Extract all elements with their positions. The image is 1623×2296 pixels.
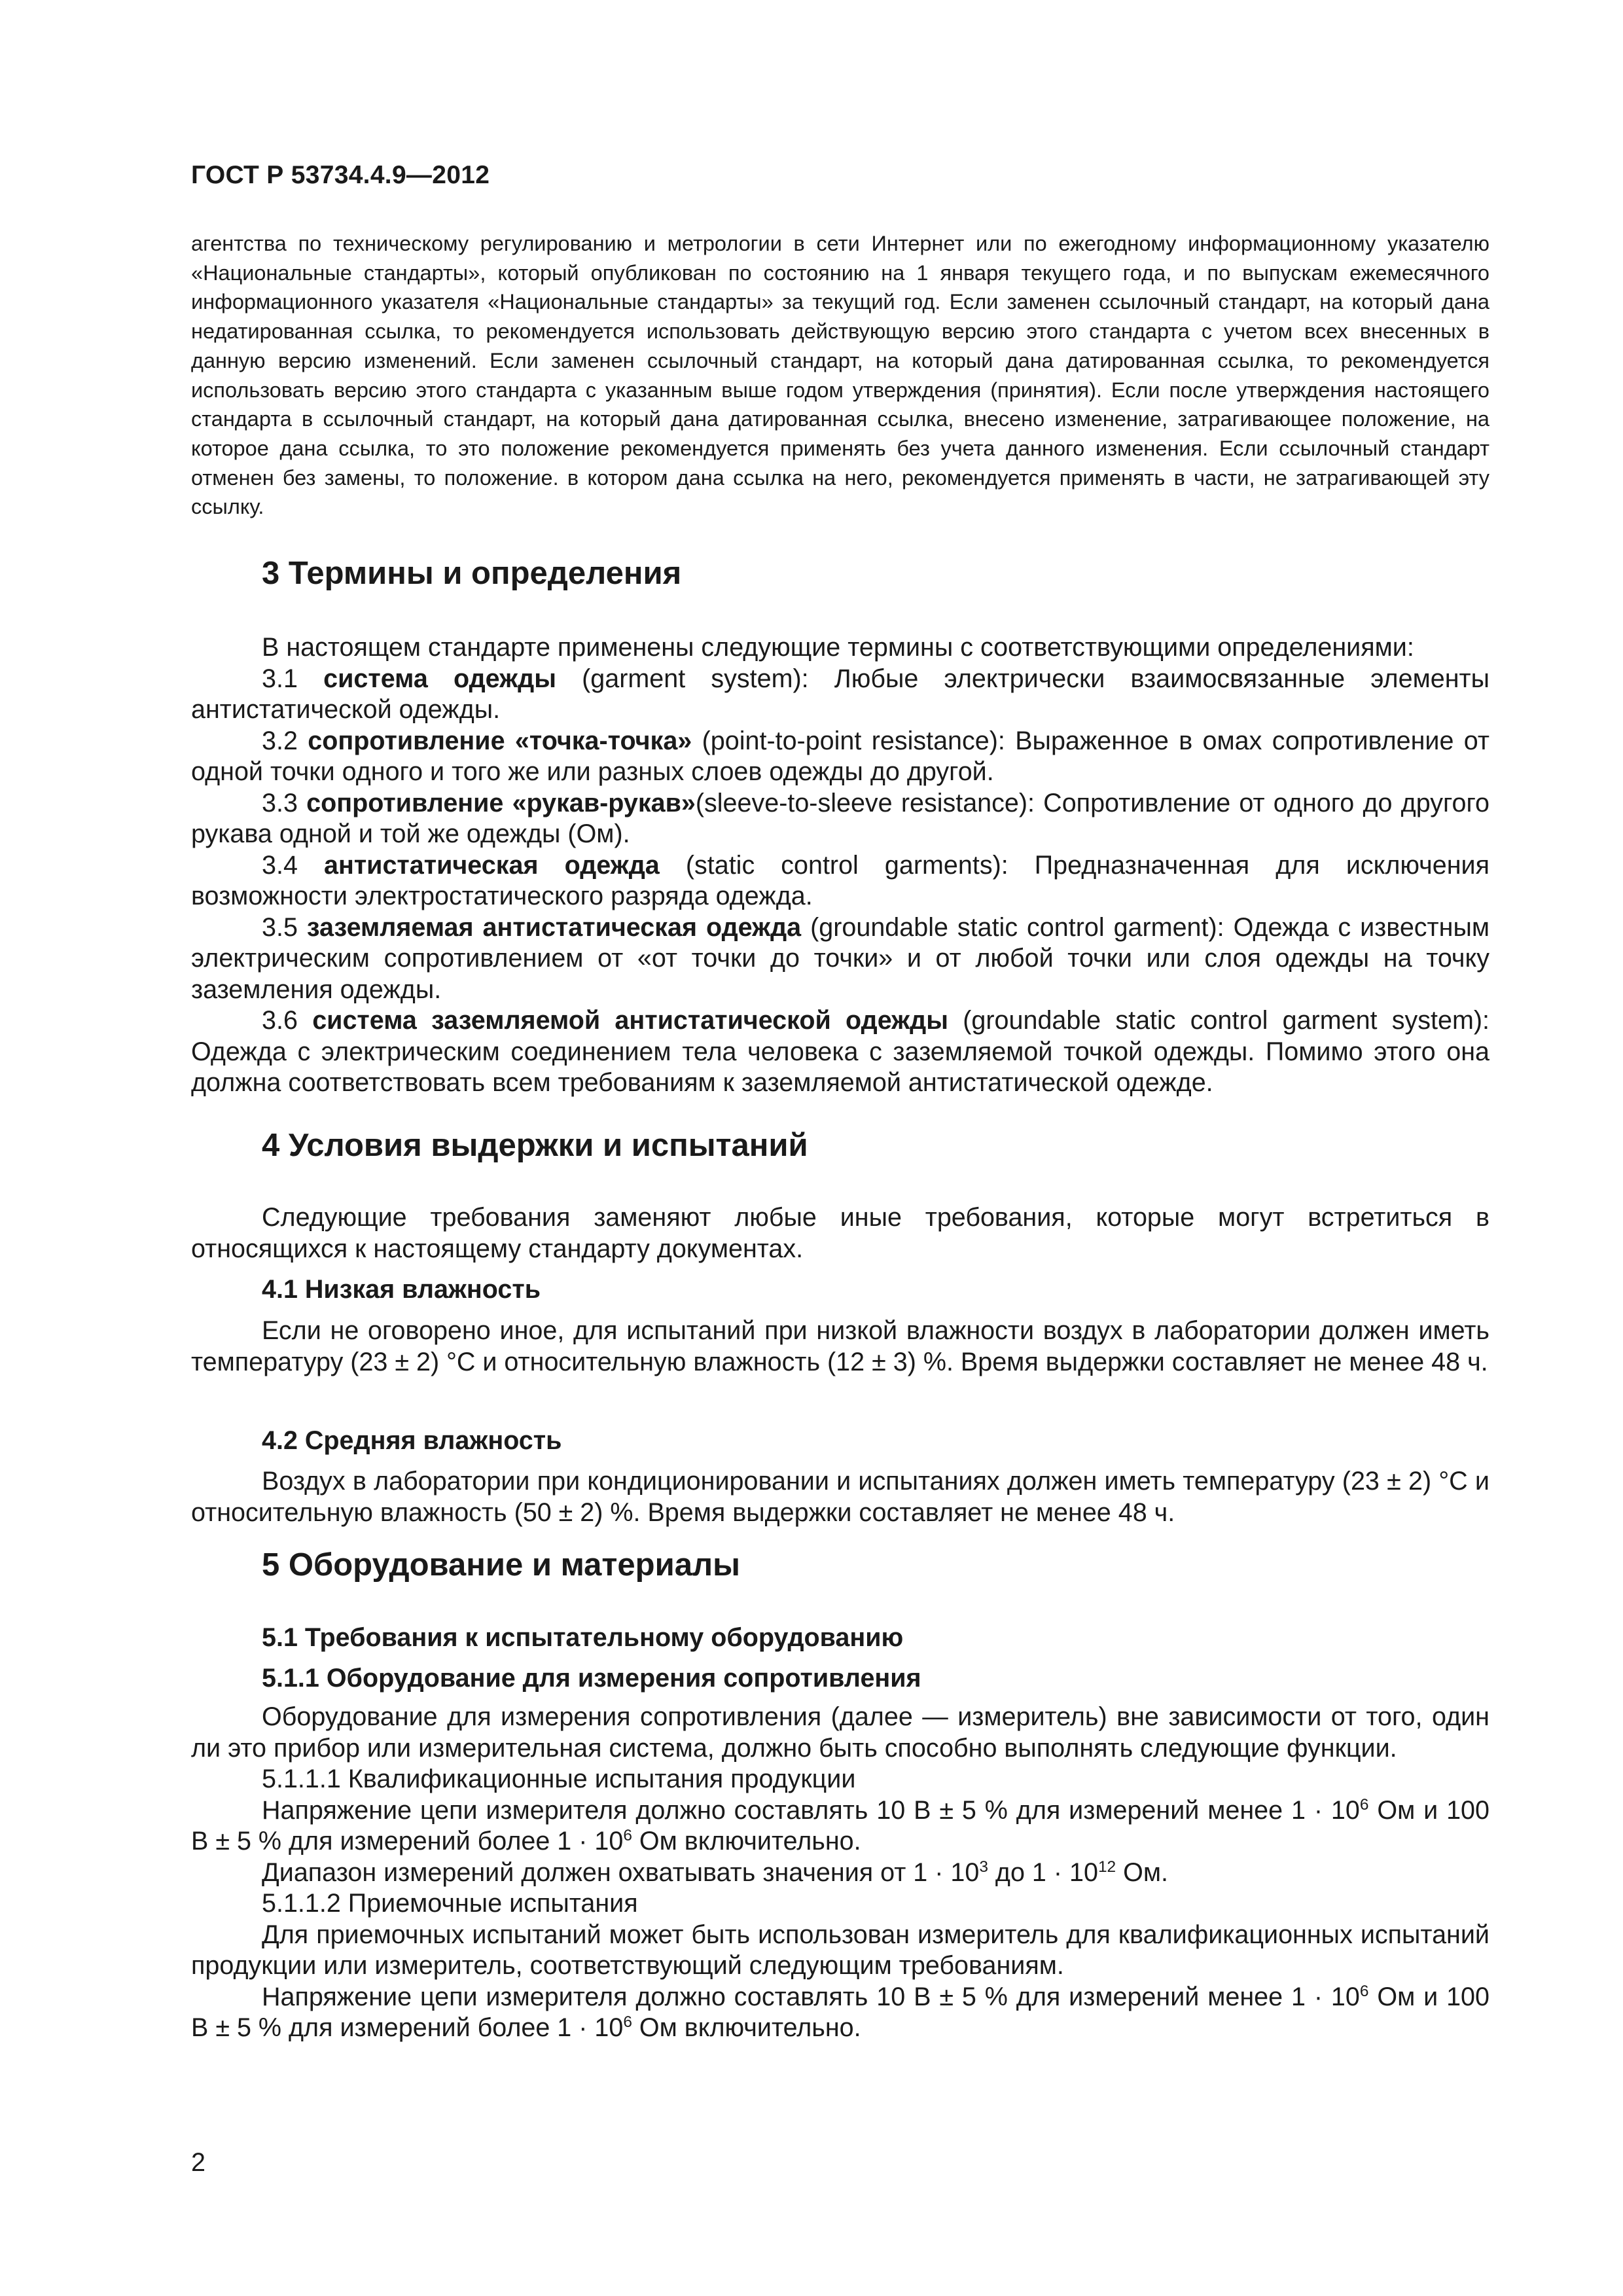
term-3-2: 3.2 сопротивление «точка-точка» (point-to-point resistance): Выраженное в омах сопротивление от одной точки одного и того же или разных слоев одежды до другой.: [191, 726, 1489, 786]
subsection-4-2-text: Воздух в лаборатории при кондиционировании и испытаниях должен иметь температуру (23 ± 2) °С и относительную влажность (50 ± 2) %. Время выдержки составляет не менее 48 ч.: [191, 1467, 1489, 1527]
item-5-1-1-1-voltage: Напряжение цепи измерителя должно составлять 10 В ± 5 % для измерений менее $1 \cdot 10^6$ Ом и 100 В ± 5 % для измерений более $1 \cdot 10^6$ Ом включительно.: [191, 1795, 1489, 1856]
intro-paragraph: агентства по техническому регулированию и метрологии в сети Интернет или по ежегодному информационному указателю «Национальные стандарты», который опубликован по состоянию на 1 января текущего года, и по выпускам ежемесячного информационного указателя «Национальные стандарты» за текущий год. Если заменен ссылочный стандарт, на который дана недатированная ссылка, то рекомендуется использовать действующую версию этого стандарта с учетом всех внесенных в данную версию изменений. Если заменен ссылочный стандарт, на который дана датированная ссылка, то рекомендуется использовать версию этого стандарта с указанным выше годом утверждения (принятия). Если после утверждения настоящего стандарта в ссылочный стандарт, на который дана датированная ссылка, внесено изменение, затрагивающее положение, на которое дана ссылка, то это положение рекомендуется применять без учета данного изменения. Если ссылочный стандарт отменен без замены, то положение. в котором дана ссылка на него, рекомендуется применять в части, не затрагивающей эту ссылку.: [191, 232, 1489, 519]
term-name: сопротивление «рукав-рукав»: [306, 788, 696, 817]
item-5-1-1-1-range: Диапазон измерений должен охватывать значения от $1 \cdot 10^3$ до $1 \cdot 10^{12}$ Ом.: [262, 1857, 1169, 1887]
item-5-1-1-2-voltage: Напряжение цепи измерителя должно составлять 10 В ± 5 % для измерений менее $1 \cdot 10^6$ Ом и 100 В ± 5 % для измерений более $1 \cdot 10^6$ Ом включительно.: [191, 1982, 1489, 2042]
term-name: заземляемая антистатическая одежда: [306, 912, 802, 942]
section-3-body: [191, 632, 1489, 1099]
subsection-4-2-body: [191, 1466, 1489, 1528]
section-4-intro-block: [191, 1202, 1489, 1265]
section-4-intro: Следующие требования заменяют любые иные требования, которые могут встретиться в относящихся к настоящему стандарту документах.: [191, 1203, 1489, 1263]
subsection-4-1-body: [191, 1316, 1489, 1378]
subsection-4-1-heading: 4.1 Низкая влажность: [262, 1275, 541, 1304]
section-4-heading: 4 Условия выдержки и испытаний: [262, 1128, 808, 1163]
subsection-5-1-1-text: Оборудование для измерения сопротивления (далее — измеритель) вне зависимости от того, один ли это прибор или измерительная система, должно быть способно выполнять следующие функции.: [191, 1702, 1489, 1763]
item-5-1-1-2-text: Для приемочных испытаний может быть использован измеритель для квалификационных испытаний продукции или измеритель, соответствующий следующим требованиям.: [191, 1920, 1489, 1980]
term-3-3: 3.3 сопротивление «рукав-рукав»(sleeve-to-sleeve resistance): Сопротивление от одного до другого рукава одной и той же одежды (Ом).: [191, 788, 1489, 848]
term-3-6: 3.6 система заземляемой антистатической одежды (groundable static control garment system): Одежда с электрическим соединением тела человека с заземляемой точкой одежды. Помимо этого она должна соответствовать всем требованиям к заземляемой антистатической одежде.: [191, 1006, 1490, 1097]
subsection-5-1-heading: 5.1 Требования к испытательному оборудованию: [262, 1623, 904, 1652]
subsection-4-1-text: Если не оговорено иное, для испытаний при низкой влажности воздух в лаборатории должен иметь температуру (23 ± 2) °С и относительную влажность (12 ± 3) %. Время выдержки составляет не менее 48 ч.: [191, 1316, 1489, 1376]
section-5-heading: 5 Оборудование и материалы: [262, 1547, 740, 1583]
item-5-1-1-1-title: 5.1.1.1 Квалификационные испытания продукции: [262, 1765, 856, 1793]
term-3-5: 3.5 заземляемая антистатическая одежда (groundable static control garment): Одежда с известным электрическим сопротивлением от «от точки до точки» и от любой точки или слоя одежды на точку заземления одежды.: [191, 912, 1489, 1004]
section-3-intro: В настоящем стандарте применены следующие термины с соответствующими определениями:: [262, 633, 1414, 662]
term-name: антистатическая одежда: [324, 850, 660, 880]
document-id-header: ГОСТ Р 53734.4.9—2012: [191, 161, 490, 189]
subsection-4-2-heading: 4.2 Средняя влажность: [262, 1426, 562, 1455]
term-3-1: 3.1 система одежды (garment system): Любые электрически взаимосвязанные элементы антистатической одежды.: [191, 664, 1489, 724]
item-5-1-1-2-title: 5.1.1.2 Приемочные испытания: [262, 1889, 638, 1918]
term-name: сопротивление «точка-точка»: [308, 726, 692, 755]
term-3-4: 3.4 антистатическая одежда (static control garments): Предназначенная для исключения возможности электростатического разряда одежда.: [191, 850, 1489, 910]
subsection-5-1-1-heading: 5.1.1 Оборудование для измерения сопротивления: [262, 1664, 921, 1693]
term-name: система одежды: [323, 664, 556, 693]
section-5-body: [191, 1702, 1489, 2044]
page-number: 2: [191, 2148, 205, 2177]
term-name: система заземляемой антистатической одежды: [312, 1006, 948, 1035]
section-3-heading: 3 Термины и определения: [262, 556, 682, 591]
